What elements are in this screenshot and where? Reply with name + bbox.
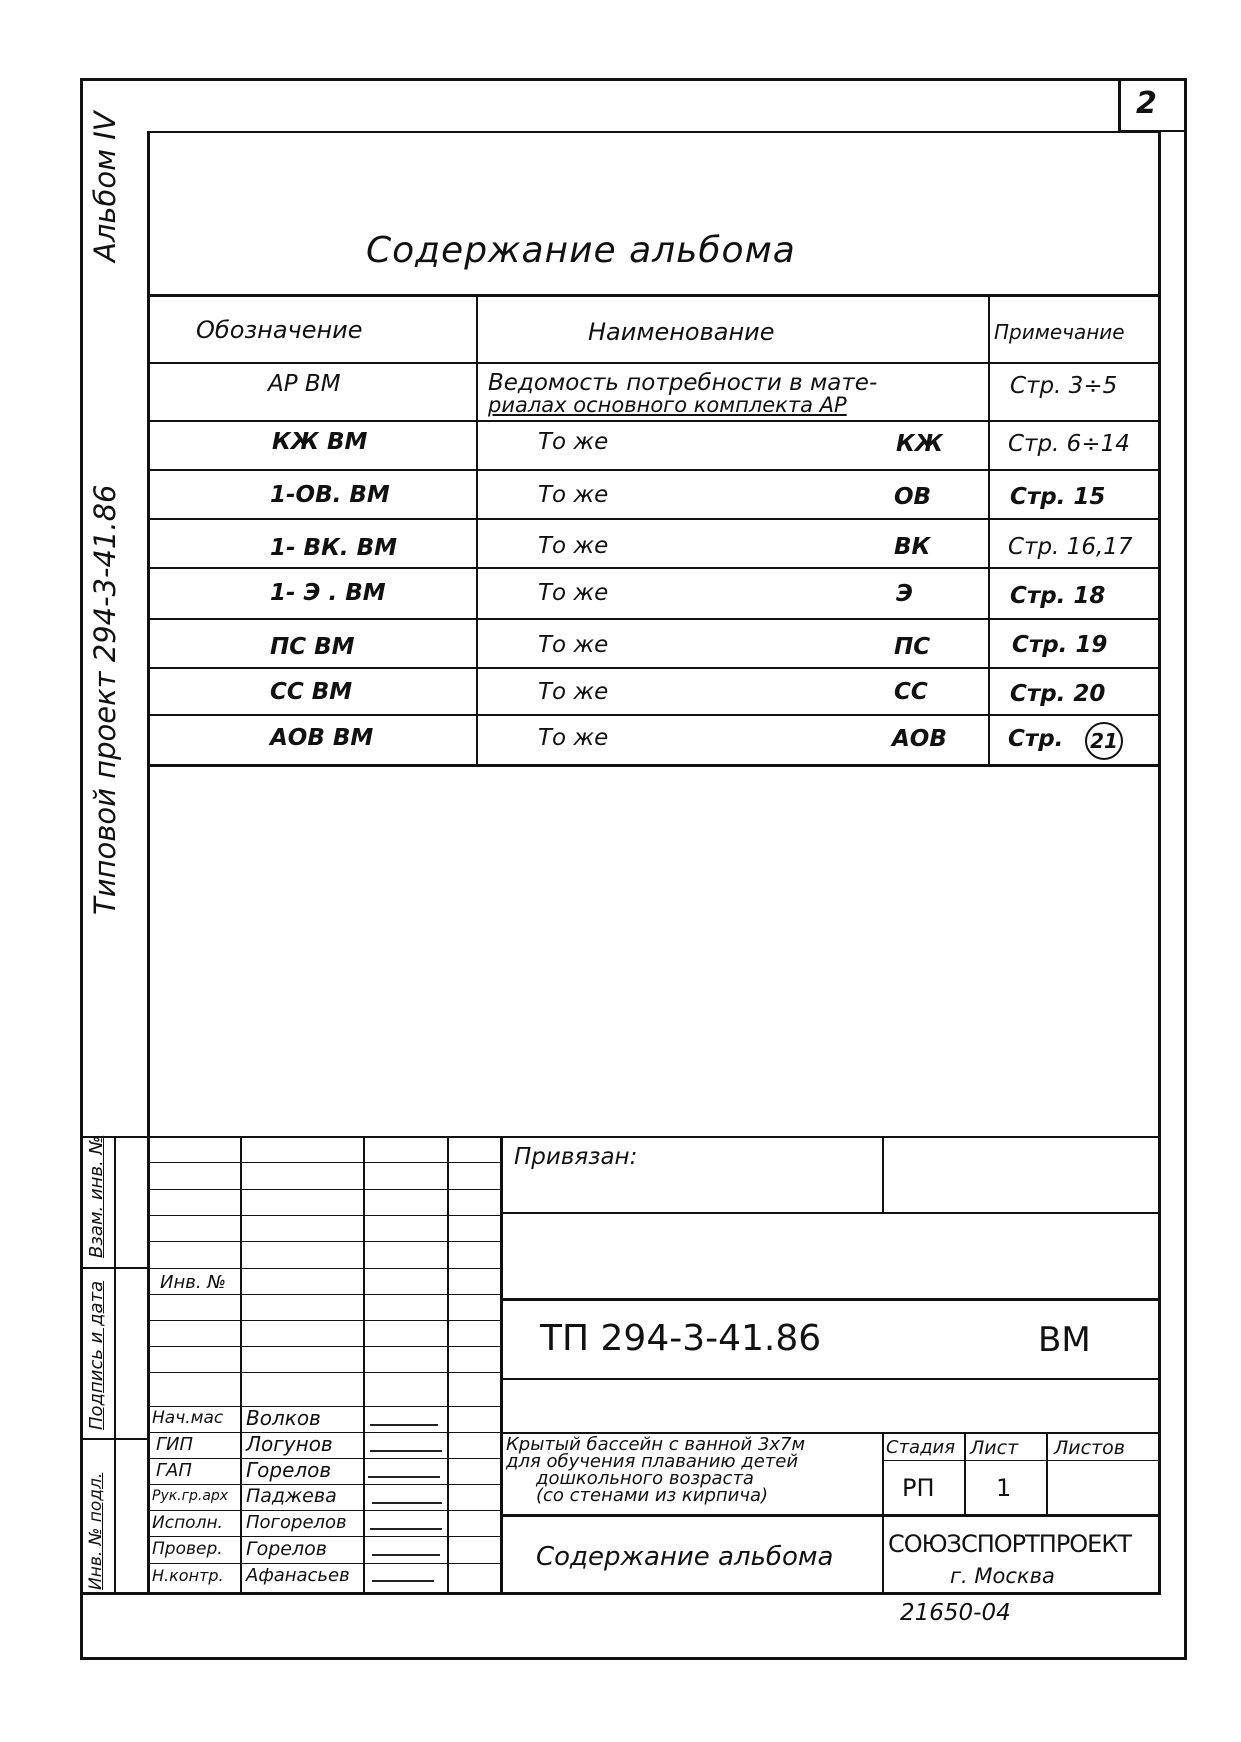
row-name: То же — [538, 725, 609, 751]
stamp-top — [80, 1136, 1161, 1138]
project-title-line: Крытый бассейн с ванной 3х7м — [506, 1434, 806, 1455]
signature — [372, 1540, 440, 1556]
sheets-label: Листов — [1054, 1437, 1125, 1459]
side-stamp-sep-1 — [80, 1267, 148, 1269]
row-note: Стр. 3÷5 — [1010, 373, 1118, 399]
signature — [372, 1566, 434, 1582]
person-name: Афанасьев — [246, 1565, 350, 1586]
privyazan-label: Привязан: — [514, 1144, 638, 1170]
frame-bottom — [80, 1657, 1187, 1660]
row-name: То же — [538, 679, 609, 705]
row-suffix: КЖ — [896, 431, 943, 457]
person-name: Горелов — [246, 1538, 327, 1560]
page-title: Содержание альбома — [366, 230, 796, 271]
row-code: ПС ВМ — [270, 634, 355, 660]
inner-frame-top — [147, 131, 1161, 133]
stamp-row — [147, 1536, 500, 1537]
city: г. Москва — [950, 1564, 1055, 1588]
header-designation: Обозначение — [196, 316, 363, 344]
doc-code: ТП 294-3-41.86 — [540, 1318, 822, 1359]
stamp-col — [240, 1136, 242, 1594]
row-note: Стр. — [1008, 726, 1064, 752]
stamp-row-right — [500, 1514, 1161, 1517]
row-suffix: СС — [894, 679, 928, 705]
row-note: Стр. 16,17 — [1008, 534, 1133, 560]
inner-frame-right — [1158, 131, 1161, 1594]
vzam-inv-label: Взам. инв. № — [86, 1135, 107, 1258]
stamp-row — [147, 1510, 500, 1511]
person-name: Паджева — [246, 1485, 337, 1507]
person-name: Погорелов — [246, 1512, 347, 1533]
archive-number: 21650-04 — [900, 1600, 1011, 1626]
person-name: Логунов — [246, 1432, 333, 1456]
side-stamp-sep-2 — [80, 1438, 148, 1440]
project-title-line: для обучения плаванию детей — [506, 1451, 799, 1472]
stage-label: Стадия — [886, 1437, 956, 1458]
frame-left — [80, 78, 83, 1660]
table-header-sep — [147, 362, 1161, 364]
row-name: То же — [538, 482, 609, 508]
inv-orig-label: Инв. № подл. — [86, 1472, 106, 1590]
sheet-value: 1 — [996, 1474, 1012, 1502]
row-suffix: ПС — [894, 634, 931, 660]
project-title-line: дошкольного возраста — [536, 1468, 754, 1489]
stamp-col-right — [882, 1432, 884, 1594]
organization: СОЮЗСПОРТПРОЕКТ — [888, 1530, 1132, 1558]
table-col-divider-1 — [476, 294, 478, 766]
row-name: То же — [538, 533, 609, 559]
stamp-row-right — [500, 1212, 1161, 1214]
stamp-col-right — [1046, 1432, 1048, 1516]
header-note: Примечание — [994, 320, 1125, 344]
stamp-col — [500, 1136, 503, 1594]
table-top — [147, 294, 1161, 297]
sheet-label: Лист — [970, 1437, 1019, 1459]
project-label: Типовой проект 294-3-41.86 — [88, 484, 122, 915]
role: Рук.гр.арх — [152, 1488, 229, 1504]
row-code: 1- ВК. ВМ — [270, 535, 398, 561]
stamp-privyazan-divider — [882, 1136, 884, 1214]
role: Нач.мас — [152, 1408, 224, 1428]
stamp-row — [147, 1320, 500, 1321]
stamp-row — [147, 1268, 500, 1269]
table-bottom — [147, 764, 1161, 767]
stamp-row — [147, 1189, 500, 1190]
project-title — [506, 1436, 805, 1504]
table-row-sep — [147, 618, 1161, 620]
row-name: То же — [538, 580, 609, 606]
row-suffix: ОВ — [894, 484, 932, 510]
stamp-row-right — [500, 1378, 1161, 1380]
role: Исполн. — [152, 1513, 223, 1533]
stamp-stage-header-sep — [882, 1460, 1161, 1461]
table-row-sep — [147, 567, 1161, 569]
stamp-col-right — [964, 1432, 966, 1516]
row-code: АОВ ВМ — [270, 725, 374, 751]
header-name: Наименование — [588, 318, 775, 346]
stamp-row — [147, 1241, 500, 1242]
row-name: Ведомость потребности в мате- — [488, 370, 878, 396]
row-note: Стр. 20 — [1010, 681, 1106, 707]
row-code: КЖ ВМ — [272, 429, 368, 455]
album-label: Альбом IV — [88, 111, 122, 262]
stamp-col — [363, 1136, 365, 1594]
row-note: Стр. 19 — [1012, 632, 1108, 658]
sheet-title: Содержание альбома — [536, 1542, 834, 1572]
signature — [370, 1410, 438, 1426]
stamp-bottom — [80, 1592, 1161, 1595]
stamp-row — [147, 1563, 500, 1564]
inner-frame-left — [147, 131, 150, 1594]
frame-right — [1184, 78, 1187, 1660]
stamp-row-right — [500, 1298, 1161, 1301]
stamp-row — [147, 1406, 500, 1407]
person-name: Горелов — [246, 1458, 332, 1482]
stamp-row — [147, 1372, 500, 1373]
row-note: Стр. 18 — [1010, 583, 1106, 609]
stamp-row — [147, 1346, 500, 1347]
row-code: СС ВМ — [270, 679, 353, 705]
row-suffix: АОВ — [892, 726, 947, 752]
row-code: АР ВМ — [268, 371, 341, 397]
table-row-sep — [147, 469, 1161, 471]
person-name: Волков — [246, 1406, 321, 1430]
doc-mark: ВМ — [1038, 1320, 1091, 1360]
row-note: Стр. 15 — [1010, 484, 1106, 510]
signature — [370, 1436, 442, 1452]
row-suffix: ВК — [894, 534, 931, 560]
signature — [368, 1462, 440, 1478]
row-name-continued: риалах основного комплекта АР — [488, 393, 847, 417]
row-name: То же — [538, 429, 609, 455]
table-row-sep — [147, 420, 1161, 422]
table-row-sep — [147, 518, 1161, 520]
row-code: 1-ОВ. ВМ — [270, 482, 390, 508]
stamp-row — [147, 1215, 500, 1216]
role: Провер. — [152, 1539, 223, 1559]
role: ГИП — [156, 1434, 194, 1455]
signature — [372, 1488, 442, 1504]
table-row-sep — [147, 667, 1161, 669]
table-row-sep — [147, 714, 1161, 716]
sign-date-label: Подпись и дата — [86, 1280, 107, 1430]
table-col-divider-2 — [988, 294, 990, 766]
page-number-divider — [1118, 78, 1121, 133]
role: ГАП — [156, 1460, 192, 1481]
page-number: 2 — [1136, 86, 1157, 121]
row-code: 1- Э . ВМ — [270, 580, 386, 606]
circled-page-number: 21 — [1085, 722, 1123, 760]
stamp-row — [147, 1294, 500, 1295]
row-note: Стр. 6÷14 — [1008, 431, 1130, 457]
row-name: То же — [538, 632, 609, 658]
row-suffix: Э — [896, 581, 913, 607]
project-title-line: (со стенами из кирпича) — [536, 1485, 769, 1506]
side-stamp-divider — [114, 1136, 116, 1594]
stamp-row — [147, 1162, 500, 1163]
signature — [370, 1514, 442, 1530]
stage-value: РП — [902, 1474, 935, 1502]
stamp-col — [447, 1136, 449, 1594]
frame-top — [80, 78, 1187, 81]
inv-no-label: Инв. № — [160, 1272, 227, 1293]
role: Н.контр. — [152, 1566, 224, 1585]
